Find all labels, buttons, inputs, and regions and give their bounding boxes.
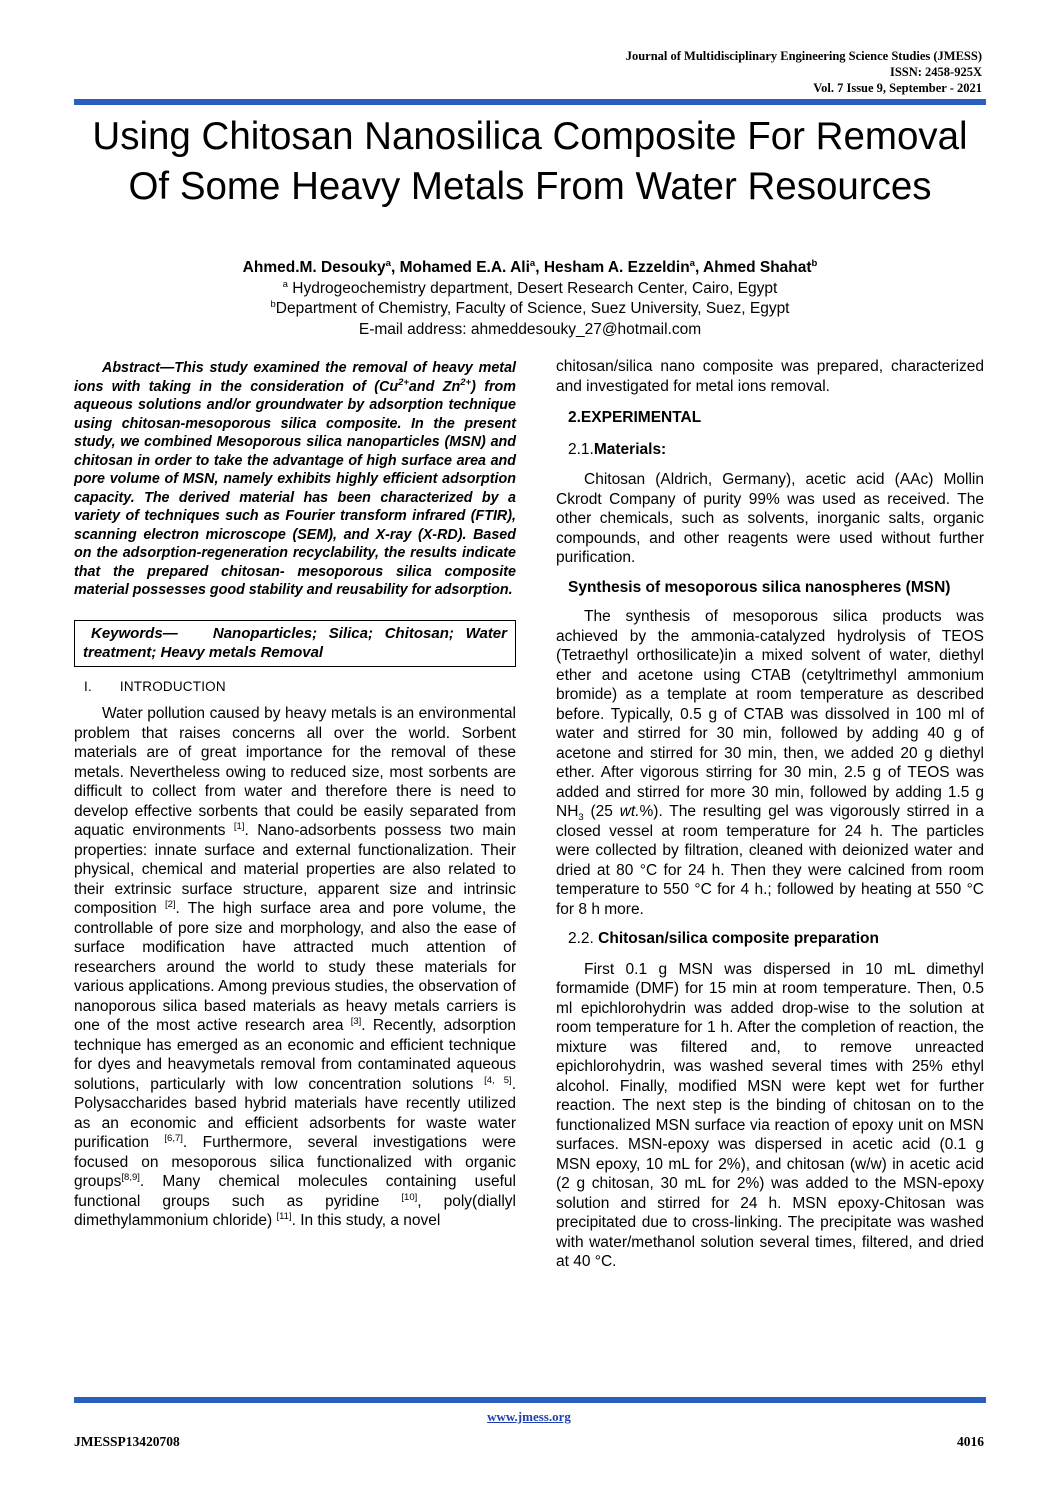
- subsection-title: Materials:: [593, 440, 667, 458]
- header-rule: [74, 99, 986, 105]
- subsection-heading-composite: [568, 929, 984, 949]
- email-address: E-mail address: ahmeddesouky_27@hotmail.com: [358, 320, 702, 338]
- section-heading-experimental: 2.EXPERIMENTAL: [568, 409, 702, 426]
- page-number: 4016: [957, 1434, 984, 1449]
- subsection-number: 2.1.: [568, 440, 594, 458]
- section-number: I.: [84, 678, 92, 694]
- author-3-affiliation: a: [689, 257, 695, 269]
- citation-2: [2]: [164, 898, 176, 910]
- footer-rule: [74, 1397, 986, 1403]
- msn-text-1: The synthesis of mesoporous silica products was achieved by the ammonia-catalyzed hydrolysis of TEOS (Tetraethyl orthosilicate)in a mixed solvent of water, diethyl ether and acetone using CTAB (cetyltrimethyl ammonium bromide) as a template at room temperature as described before. Typically, 0.5 g of CTAB was dissolved in 100 ml of water and stirred for 30 min, followed by adding 40 g of acetone and stirred for 30 min, then, we added 20 g diethyl ether. After vigorous stirring for 30 min, 2.5 g of TEOS was added and stirred for more 30 min, followed by adding 1.5 g NH: [556, 608, 984, 820]
- author-2-affiliation: a: [529, 257, 536, 269]
- intro-text-4: . Recently, adsorption technique has emerged as an economic and efficient technique for dyes and heavymetals removal from contaminated aqueous solutions, particularly with low concentration solutions: [74, 1017, 516, 1093]
- citation-1: [1]: [233, 820, 245, 832]
- subsection-number: 2.2.: [568, 930, 594, 947]
- intro-text-9: . In this study, a novel: [291, 1212, 441, 1229]
- abstract-label: Abstract: [102, 360, 160, 376]
- msn-synthesis-paragraph: [556, 607, 984, 919]
- section-title: INTRODUCTION: [119, 678, 226, 694]
- citation-7: [10]: [401, 1191, 418, 1203]
- intro-text-6: . Furthermore, several investigations were focused on mesoporous silica functionalized with organic groups: [74, 1134, 517, 1190]
- journal-info: [626, 48, 982, 96]
- affiliation-a-marker: a: [282, 278, 288, 290]
- subsection-title: Chitosan/silica composite preparation: [598, 930, 879, 947]
- introduction-paragraph: [74, 704, 516, 1231]
- intro-text-1: Water pollution caused by heavy metals is an environmental problem that raises concerns all over the world. Sorbent materials are of great importance for the removal of these metals. Nevertheless owing to reduced size, most sorbents are difficult to collect from water and therefore there is need to develop effective sorbents that could be easily separated from aquatic environments: [74, 705, 516, 839]
- author-2: Mohamed E.A. Ali: [399, 259, 530, 276]
- intro-text-7: . Many chemical molecules containing useful functional groups such as pyridine: [74, 1173, 516, 1210]
- journal-website-link[interactable]: www.jmess.org: [487, 1409, 571, 1424]
- abstract-text-3: ) from aqueous solutions and/or groundwater by adsorption technique using chitosan-mesoporous silica composite. In the present study, we combined Mesoporous silica nanoparticles (MSN) and chitosan in order to take the advantage of high surface area and pore volume of MSN, namely exhibits highly efficient adsorption capacity. The derived material has been characterized by a variety of techniques such as Fourier transform infrared (FTIR), scanning electron microscope (SEM), and X-ray (X-RD). Based on the adsorption-regeneration recyclability, the results indicate that the prepared chitosan- mesoporous silica composite material possesses good stability and reusability for adsorption.: [74, 378, 516, 598]
- wt-percent: wt.: [619, 803, 640, 820]
- citation-3: [3]: [350, 1015, 362, 1027]
- introduction-continued: chitosan/silica nano composite was prepared, characterized and investigated for metal ions removal.: [556, 358, 984, 395]
- abstract: [74, 359, 516, 600]
- affiliation-b: [74, 299, 986, 320]
- affiliation-b-text: Department of Chemistry, Faculty of Science, Suez University, Suez, Egypt: [275, 300, 790, 317]
- author-1: Ahmed.M. Desouky: [242, 259, 386, 276]
- paper-title: Using Chitosan Nanosilica Composite For Removal Of Some Heavy Metals From Water Resources: [92, 115, 968, 208]
- subsection-heading-msn: Synthesis of mesoporous silica nanospheres (MSN): [568, 578, 951, 596]
- journal-volume: Vol. 7 Issue 9, September - 2021: [813, 81, 982, 95]
- intro-text-2: . Nano-adsorbents possess two main properties: innate surface and external functionalization. Their physical, chemical and material properties are also related to their extrinsic surface structure, apparent size and intrinsic composition: [74, 822, 516, 917]
- nh3-subscript: 3: [578, 812, 584, 824]
- affiliation-b-marker: b: [270, 298, 276, 310]
- zn-charge: 2+: [460, 376, 472, 388]
- author-4: Ahmed Shahat: [703, 259, 812, 276]
- intro-text-5: . Polysaccharides based hybrid materials have recently utilized as an economic and efficient adsorbents for waste water purification: [74, 1075, 516, 1151]
- abstract-text-1: —This study examined the removal of heavy metal ions with taking in the consideration of (Cu: [74, 360, 516, 395]
- author-4-affiliation: b: [811, 257, 818, 269]
- section-heading-introduction: [84, 677, 516, 697]
- right-column: [556, 357, 984, 1272]
- author-block: [74, 258, 986, 340]
- keywords-label: Keywords—: [91, 624, 178, 642]
- left-column: [74, 359, 516, 1231]
- keywords-box: [74, 620, 516, 667]
- subsection-heading-materials: [568, 440, 984, 460]
- msn-text-3: %). The resulting gel was vigorously stirred in a closed vessel at room temperature for 24 h. The particles were collected by filtration, cleaned with deionized water and dried at 80 °C for 24 h. Then they were calcined from room temperature to 550 °C for 4 h.; followed by heating at 550 °C for 8 h more.: [556, 803, 984, 918]
- citation-4: [4, 5]: [484, 1074, 512, 1086]
- author-names: Ahmed.M. Desouky$^a$, Mohamed E.A. Ali$^a$, Hesham A. Ezzeldin$^a$, Ahmed Shahat$^b$: [242, 257, 818, 276]
- affiliation-a-text: Hydrogeochemistry department, Desert Research Center, Cairo, Egypt: [292, 279, 778, 297]
- journal-name: Journal of Multidisciplinary Engineering Science Studies (JMESS): [625, 49, 982, 63]
- affiliation-a: [74, 279, 986, 300]
- msn-text-2: (25: [583, 803, 620, 820]
- abstract-text-2: and Zn: [408, 378, 461, 395]
- intro-text-8: , poly(diallyl dimethylammonium chloride): [74, 1192, 516, 1229]
- cu-charge: 2+: [398, 376, 409, 388]
- author-3: Hesham A. Ezzeldin: [543, 259, 690, 276]
- citation-5: [6,7]: [164, 1132, 183, 1144]
- keywords-text: Nanoparticles; Silica; Chitosan; Water treatment; Heavy metals Removal: [83, 624, 507, 661]
- paper-id: JMESSP13420708: [74, 1434, 180, 1449]
- citation-8: [11]: [276, 1210, 292, 1222]
- journal-issn: ISSN: 2458-925X: [889, 65, 982, 79]
- materials-paragraph: Chitosan (Aldrich, Germany), acetic acid (AAc) Mollin Ckrodt Company of purity 99% was used as received. The other chemicals, such as solvents, inorganic salts, organic compounds, and other reagents were used without further purification.: [556, 471, 984, 566]
- intro-text-3: . The high surface area and pore volume, the controllable of pore size and morphology, and also the ease of surface modification have attracted much attention of researchers around the world to study these materials for various applications. Among previous studies, the observation of nanoporous silica based materials as heavy metals carriers is one of the most active research area: [74, 900, 517, 1034]
- composite-preparation-paragraph: First 0.1 g MSN was dispersed in 10 mL dimethyl formamide (DMF) for 15 min at room temperature. Then, 0.5 ml epichlorohydrin was added drop-wise to the solution at room temperature for 1 h. After the completion of reaction, the mixture was filtered and, to remove unreacted epichlorohydrin, was washed several times with 25% ethyl alcohol. Finally, modified MSN were kept wet for further reaction. The next step is the binding of chitosan on to the functionalized MSN surface via reaction of epoxy unit on MSN surfaces. MSN-epoxy was dispersed in acetic acid (0.1 g MSN epoxy, 10 mL for 2%), and chitosan (w/w) in acetic acid (2 g chitosan, 30 mL for 2%) was added to the MSN-epoxy solution and stirred for 24 h. MSN epoxy-Chitosan was precipitated due to cross-linking. The precipitate was washed with water/methanol solution several times, filtered, and dried at 40 °C.: [556, 960, 984, 1270]
- author-1-affiliation: a: [385, 257, 391, 269]
- citation-6: [8,9]: [121, 1171, 140, 1183]
